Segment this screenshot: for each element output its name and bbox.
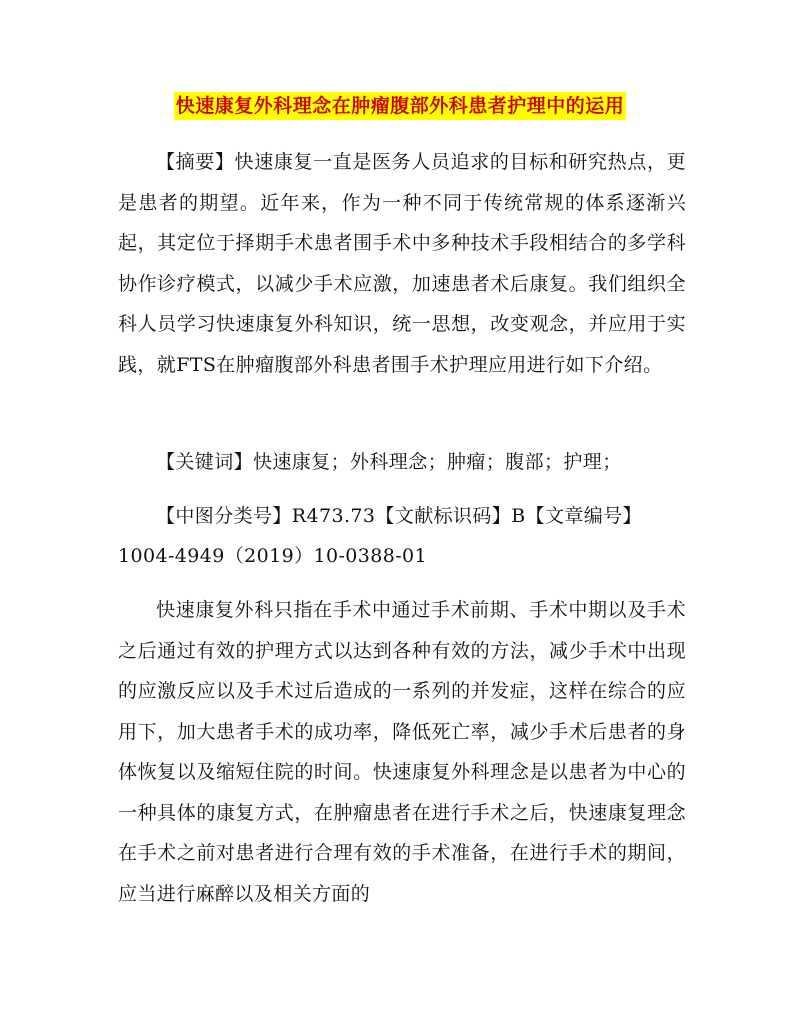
document-title: 快速康复外科理念在肿瘤腹部外科患者护理中的运用 — [174, 92, 627, 120]
body-paragraph — [118, 590, 686, 914]
classification-line-2: 1004-4949（2019）10-0388-01 — [118, 545, 428, 567]
abstract-paragraph — [118, 142, 686, 385]
title-container — [0, 92, 800, 120]
abstract-text: 【摘要】快速康复一直是医务人员追求的目标和研究热点，更是患者的期望。近年来，作为一种不同于传统常规的体系逐渐兴起，其定位于择期手术患者围手术中多种技术手段相结合的多学科协作诊疗模式，以减少手术应激，加速患者术后康复。我们组织全科人员学习快速康复外科知识，统一思想，改变观念，并应用于实践，就FTS在肿瘤腹部外科患者围手术护理应用进行如下介绍。 — [118, 151, 686, 376]
body-paragraph-text: 快速康复外科只指在手术中通过手术前期、手术中期以及手术之后通过有效的护理方式以达到各种有效的方法，减少手术中出现的应激反应以及手术过后造成的一系列的并发症，这样在综合的应用下，加大患者手术的成功率，降低死亡率，减少手术后患者的身体恢复以及缩短住院的时间。快速康复外科理念是以患者为中心的一种具体的康复方式，在肿瘤患者在进行手术之后，快速康复理念在手术之前对患者进行合理有效的手术准备，在进行手术的期间，应当进行麻醉以及相关方面的 — [118, 599, 686, 905]
classification-block — [118, 496, 686, 576]
classification-line-1: 【中图分类号】R473.73【文献标识码】B【文章编号】 — [156, 505, 642, 527]
keywords-line: 【关键词】快速康复；外科理念；肿瘤；腹部；护理； — [156, 451, 622, 473]
